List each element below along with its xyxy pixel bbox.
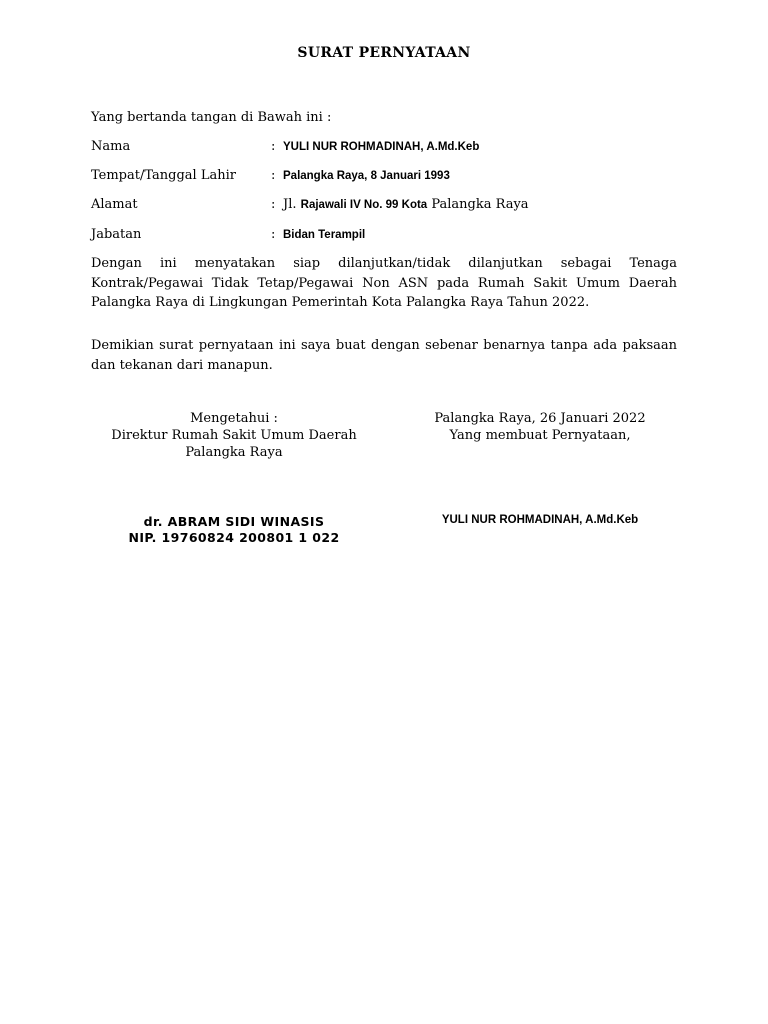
- director-signature-name: [84, 514, 384, 546]
- director-title: Direktur Rumah Sakit Umum Daerah: [111, 428, 357, 443]
- director-org: Palangka Raya: [185, 445, 283, 460]
- field-row-jabatan: [91, 227, 365, 242]
- alamat-street: Rajawali IV No. 99 Kota: [300, 199, 428, 211]
- alamat-prefix: Jl.: [283, 197, 297, 212]
- signature-block-left: [84, 410, 384, 461]
- document-title: SURAT PERNYATAAN: [297, 45, 471, 61]
- acknowledge-label: Mengetahui :: [190, 411, 278, 426]
- field-value-alamat: [283, 197, 529, 212]
- field-row-alamat: [91, 197, 529, 212]
- field-label: Alamat: [91, 197, 138, 212]
- intro-text: Yang bertanda tangan di Bawah ini :: [91, 110, 332, 125]
- director-name: dr. ABRAM SIDI WINASIS: [143, 514, 325, 529]
- field-row-nama: [91, 139, 479, 154]
- maker-signature-name: YULI NUR ROHMADINAH, A.Md.Keb: [441, 514, 639, 526]
- signature-block-right: [390, 410, 690, 444]
- field-colon: :: [271, 197, 276, 212]
- field-colon: :: [271, 168, 276, 183]
- field-colon: :: [271, 227, 276, 242]
- field-label: Jabatan: [91, 227, 142, 242]
- field-colon: :: [271, 139, 276, 154]
- field-value-nama: YULI NUR ROHMADINAH, A.Md.Keb: [283, 141, 480, 153]
- field-value-jabatan: Bidan Terampil: [283, 229, 366, 241]
- statement-paragraph: Dengan ini menyatakan siap dilanjutkan/tidak dilanjutkan sebagai Tenaga Kontrak/Pegawai Tidak Tetap/Pegawai Non ASN pada Rumah Sakit Umum Daerah Palangka Raya di Lingkungan Pemerintah Kota Palangka Raya Tahun 2022.: [91, 256, 677, 310]
- field-value-ttl: Palangka Raya, 8 Januari 1993: [283, 170, 450, 182]
- closing-paragraph: Demikian surat pernyataan ini saya buat dengan sebenar benarnya tanpa ada paksaan dan tekanan dari manapun.: [91, 338, 677, 373]
- field-row-ttl: [91, 168, 450, 183]
- field-label: Tempat/Tanggal Lahir: [91, 168, 236, 183]
- field-label: Nama: [91, 139, 131, 154]
- alamat-city: Palangka Raya: [431, 197, 529, 212]
- maker-label: Yang membuat Pernyataan,: [449, 428, 631, 443]
- director-nip: NIP. 19760824 200801 1 022: [128, 530, 340, 545]
- place-date: Palangka Raya, 26 Januari 2022: [434, 411, 646, 426]
